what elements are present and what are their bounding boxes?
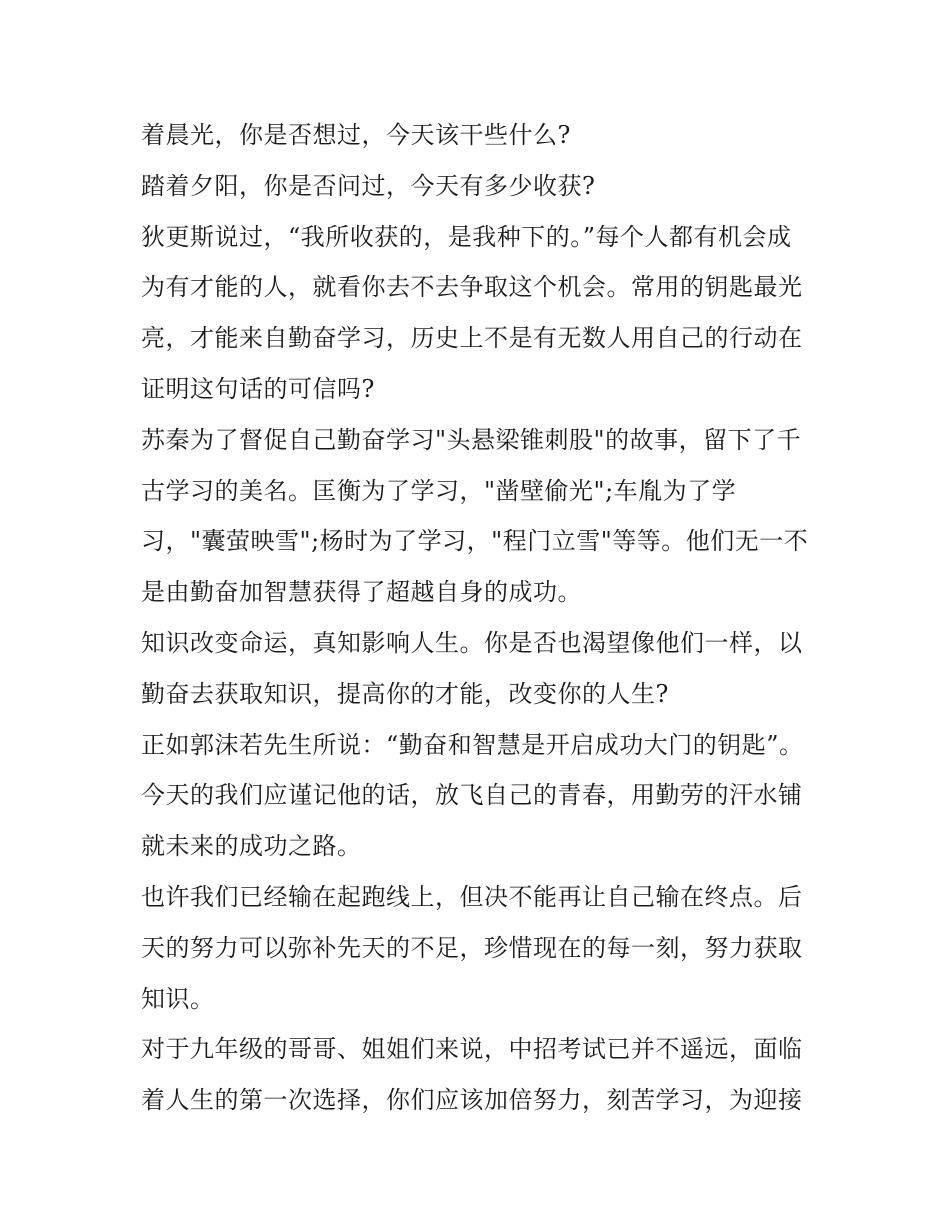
text-line: 知识。 (141, 984, 215, 1013)
text-line: 习，"囊萤映雪";杨时为了学习，"程门立雪"等等。他们无一不 (141, 527, 809, 556)
text-line: 着人生的第一次选择，你们应该加倍努力，刻苦学习，为迎接 (141, 1086, 803, 1115)
text-line: 勤奋去获取知识，提高你的才能，改变你的人生? (141, 679, 669, 708)
text-line: 也许我们已经输在起跑线上，但决不能再让自己输在终点。后 (141, 882, 803, 911)
text-line: 证明这句话的可信吗? (141, 374, 375, 403)
text-line: 是由勤奋加智慧获得了超越自身的成功。 (141, 578, 582, 607)
text-line: 对于九年级的哥哥、姐姐们来说，中招考试已并不遥远，面临 (141, 1035, 803, 1064)
text-line: 今天的我们应谨记他的话，放飞自己的青春，用勤劳的汗水铺 (141, 781, 803, 810)
document-body (141, 110, 831, 1126)
text-line: 古学习的美名。匡衡为了学习，"凿壁偷光";车胤为了学 (141, 476, 737, 505)
text-line: 正如郭沫若先生所说：“勤奋和智慧是开启成功大门的钥匙”。 (141, 730, 804, 759)
text-line: 亮，才能来自勤奋学习，历史上不是有无数人用自己的行动在 (141, 324, 803, 353)
text-line: 苏秦为了督促自己勤奋学习"头悬梁锥刺股"的故事，留下了千 (141, 425, 802, 454)
text-line: 知识改变命运，真知影响人生。你是否也渴望像他们一样，以 (141, 628, 803, 657)
text-line: 狄更斯说过，“我所收获的，是我种下的。”每个人都有机会成 (141, 222, 792, 251)
text-line: 着晨光，你是否想过，今天该干些什么? (141, 121, 571, 149)
text-line: 为有才能的人，就看你去不去争取这个机会。常用的钥匙最光 (141, 273, 803, 302)
text-line: 就未来的成功之路。 (141, 832, 362, 861)
text-line: 踏着夕阳，你是否问过，今天有多少收获? (141, 171, 596, 200)
text-line: 天的努力可以弥补先天的不足，珍惜现在的每一刻，努力获取 (141, 933, 803, 962)
